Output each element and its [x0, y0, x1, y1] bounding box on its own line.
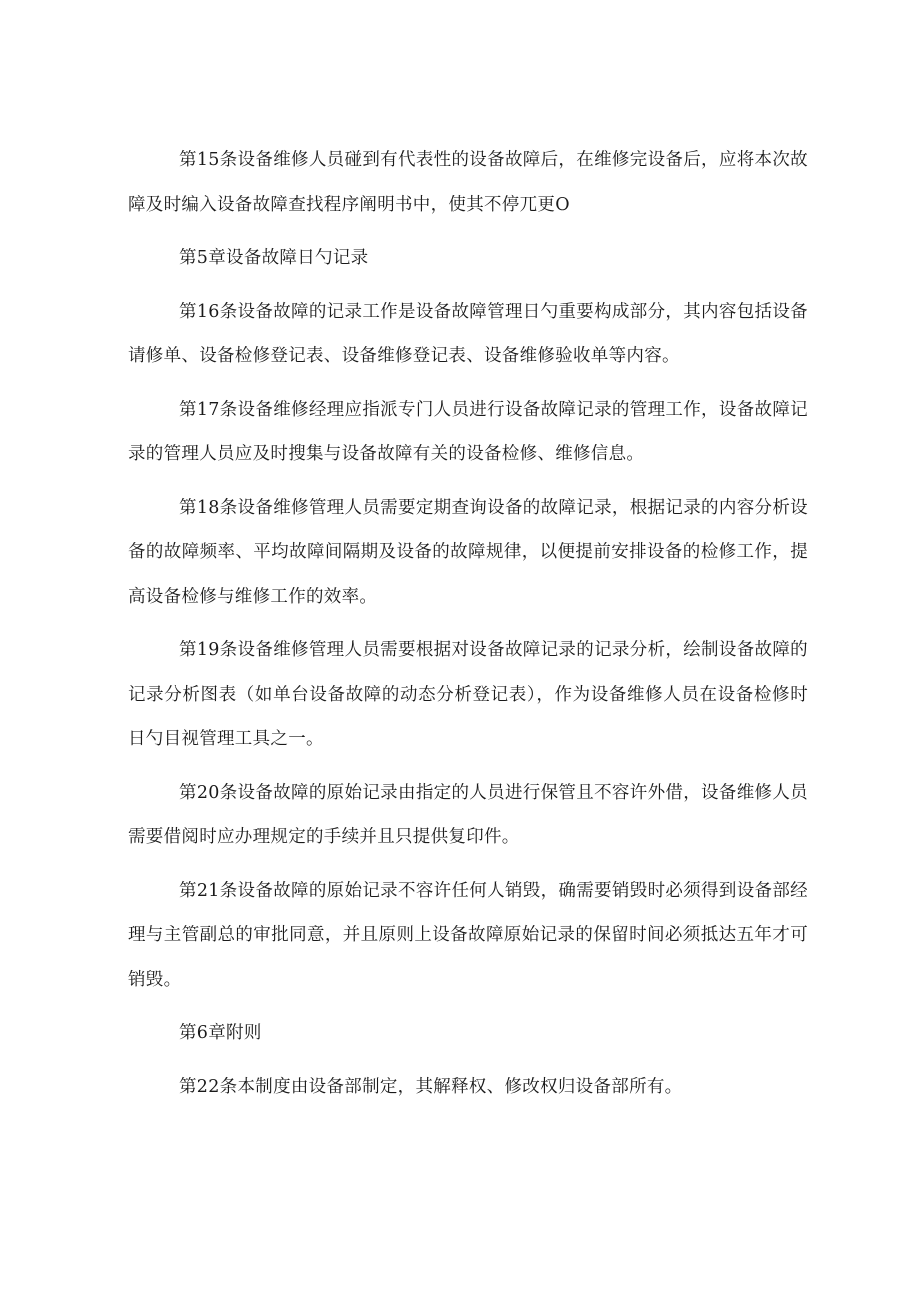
article-18-paragraph: 第18条设备维修管理人员需要定期查询设备的故障记录，根据记录的内容分析设备的故障频率、平均故障间隔期及设备的故障规律，以便提前安排设备的检修工作，提高设备检修与维修工作的效率。: [128, 497, 808, 607]
article-16-paragraph: 第16条设备故障的记录工作是设备故障管理日勺重要构成部分，其内容包括设备请修单、设备检修登记表、设备维修登记表、设备维修验收单等内容。: [128, 301, 808, 366]
document-body: [128, 138, 808, 1118]
article-22-paragraph: 第22条本制度由设备部制定，其解释权、修改权归设备部所有。: [179, 1076, 683, 1097]
article-20-paragraph: 第20条设备故障的原始记录由指定的人员进行保管且不容许外借，设备维修人员需要借阅时应办理规定的手续并且只提供复印件。: [128, 782, 808, 847]
chapter-6-heading: 第6章附则: [179, 1023, 262, 1043]
chapter-5-heading: 第5章设备故障日勺记录: [179, 248, 369, 268]
article-21-paragraph: 第21条设备故障的原始记录不容许任何人销毁，确需要销毁时必须得到设备部经理与主管副总的审批同意，并且原则上设备故障原始记录的保留时间必须抵达五年才可销毁。: [128, 880, 808, 990]
article-15-paragraph: 第15条设备维修人员碰到有代表性的设备故障后，在维修完设备后，应将本次故障及时编入设备故障查找程序阐明书中，使其不停兀更O: [128, 150, 808, 215]
article-17-paragraph: 第17条设备维修经理应指派专门人员进行设备故障记录的管理工作，设备故障记录的管理人员应及时搜集与设备故障有关的设备检修、维修信息。: [128, 399, 808, 464]
article-19-paragraph: 第19条设备维修管理人员需要根据对设备故障记录的记录分析，绘制设备故障的记录分析图表（如单台设备故障的动态分析登记表），作为设备维修人员在设备检修时日勺目视管理工具之一。: [128, 640, 808, 749]
